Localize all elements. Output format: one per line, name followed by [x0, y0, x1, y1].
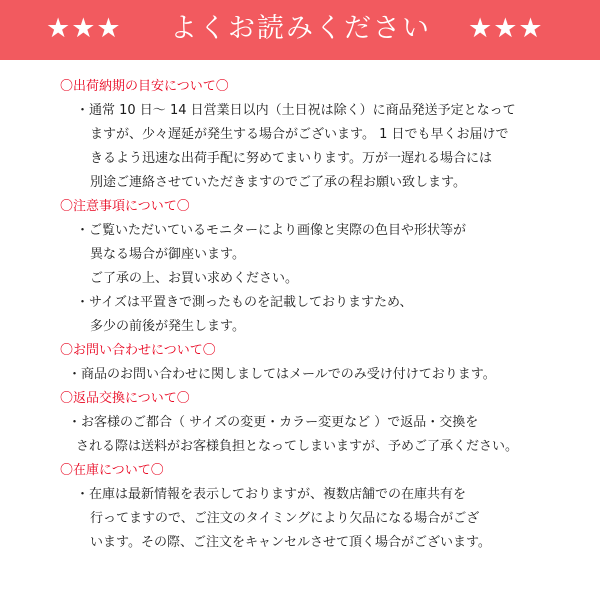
notes-heading: 〇注意事項について〇: [60, 199, 190, 214]
notes-line: ご了承の上、お買い求めください。: [90, 271, 299, 286]
returns-heading: 〇返品交換について〇: [60, 391, 190, 406]
notes-line: 異なる場合が御座います。: [90, 247, 245, 262]
notes-line: ・ご覧いただいているモニターにより画像と実際の色目や形状等が: [76, 223, 467, 238]
page-title: よくお読みください: [170, 13, 431, 44]
shipping-line: きるよう迅速な出荷手配に努めてまいります。万が一遅れる場合には: [90, 151, 492, 166]
stock-heading: 〇在庫について〇: [60, 463, 164, 478]
stock-line: います。その際、ご注文をキャンセルさせて頂く場合がございます。: [90, 535, 491, 550]
notes-line: ・サイズは平置きで測ったものを記載しておりますため、: [76, 295, 413, 310]
inquiry-line: ・商品のお問い合わせに関しましてはメールでのみ受け付けております。: [68, 367, 496, 382]
stars-right-icon: ★★★: [468, 13, 544, 44]
stock-line: 行ってますので、ご注文のタイミングにより欠品になる場合がござ: [90, 511, 480, 526]
inquiry-heading: 〇お問い合わせについて〇: [60, 343, 216, 358]
shipping-heading: 〇出荷納期の目安について〇: [60, 79, 229, 94]
shipping-line: ・通常 10 日～ 14 日営業日以内（土日祝は除く）に商品発送予定となって: [76, 103, 516, 118]
notes-line: 多少の前後が発生します。: [90, 319, 245, 334]
returns-line: ・お客様のご都合（ サイズの変更・カラー変更など ）で返品・交換を: [68, 415, 479, 430]
stock-line: ・在庫は最新情報を表示しておりますが、複数店舗での在庫共有を: [76, 487, 467, 502]
stars-left-icon: ★★★: [46, 13, 122, 44]
shipping-line: ますが、少々遅延が発生する場合がございます。 1 日でも早くお届けで: [90, 127, 509, 142]
shipping-line: 別途ご連絡させていただきますのでご了承の程お願い致します。: [90, 175, 466, 190]
returns-line: される際は送料がお客様負担となってしまいますが、予めご了承ください。: [76, 439, 519, 454]
